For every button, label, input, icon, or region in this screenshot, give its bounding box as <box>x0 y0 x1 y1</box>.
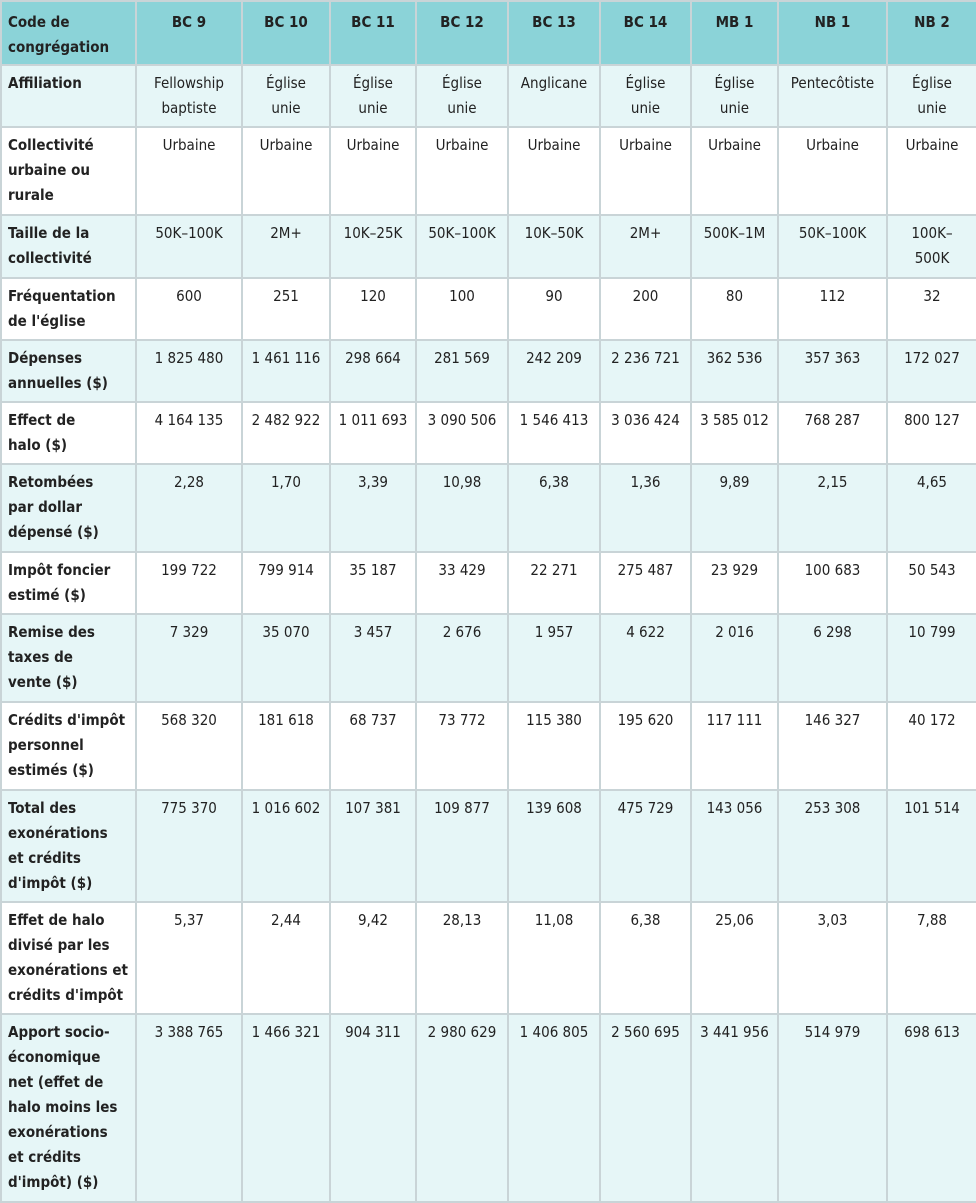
cell-value: 50K–100K <box>798 224 867 242</box>
table-cell <box>778 215 887 278</box>
table-cell <box>887 127 976 215</box>
table-row <box>1 215 976 278</box>
cell-value: 10 799 <box>908 623 956 641</box>
table-cell <box>508 902 600 1014</box>
cell-value: Église unie <box>714 74 755 117</box>
table-cell <box>330 702 416 790</box>
cell-value: 80 <box>725 287 744 305</box>
cell-value: 1 016 602 <box>251 799 321 817</box>
table-row <box>1 702 976 790</box>
table-cell <box>508 552 600 614</box>
cell-value: 298 664 <box>345 349 401 367</box>
table-cell <box>508 702 600 790</box>
cell-value: 2 236 721 <box>611 349 680 367</box>
cell-value: 22 271 <box>530 561 578 579</box>
row-label: Effect de halo ($) <box>8 411 76 454</box>
table-row <box>1 790 976 902</box>
cell-value: 139 608 <box>526 799 582 817</box>
table-cell <box>691 552 778 614</box>
table-cell <box>691 278 778 340</box>
cell-value: Urbaine <box>708 136 761 154</box>
cell-value: 1 461 116 <box>251 349 321 367</box>
cell-value: 514 979 <box>804 1023 861 1041</box>
table-cell <box>600 464 691 552</box>
row-label: Fréquentation de l'église <box>8 287 116 330</box>
cell-value: 3 388 765 <box>154 1023 224 1041</box>
table-cell <box>691 902 778 1014</box>
table-cell <box>242 702 330 790</box>
table-cell <box>887 215 976 278</box>
column-header: BC 12 <box>416 1 508 65</box>
table-cell <box>508 65 600 127</box>
table-cell <box>887 702 976 790</box>
table-cell <box>136 552 242 614</box>
cell-value: Église unie <box>912 74 952 117</box>
table-cell <box>778 340 887 402</box>
cell-value: 2 980 629 <box>427 1023 497 1041</box>
row-header <box>1 464 136 552</box>
table-body <box>1 65 976 1202</box>
cell-value: 2,44 <box>270 911 302 929</box>
table-cell <box>330 790 416 902</box>
table-cell <box>136 278 242 340</box>
cell-value: Urbaine <box>806 136 859 154</box>
row-label: Apport socio- économique net (effet de halo moins les exonérations et crédits d'impôt) ($) <box>8 1023 118 1191</box>
table-cell <box>242 614 330 702</box>
table-cell <box>600 127 691 215</box>
table-cell <box>416 790 508 902</box>
column-header: NB 1 <box>778 1 887 65</box>
table-cell <box>887 65 976 127</box>
table-cell <box>136 127 242 215</box>
table-cell <box>330 1014 416 1202</box>
table-cell <box>508 127 600 215</box>
cell-value: 117 111 <box>706 711 763 729</box>
cell-value: 90 <box>545 287 563 305</box>
cell-value: 107 381 <box>345 799 401 817</box>
table-cell <box>416 902 508 1014</box>
table-cell <box>330 278 416 340</box>
row-header <box>1 1014 136 1202</box>
cell-value: 50 543 <box>908 561 956 579</box>
cell-value: 73 772 <box>438 711 486 729</box>
table-row <box>1 902 976 1014</box>
table-cell <box>508 614 600 702</box>
row-header <box>1 65 136 127</box>
corner-label: Code de congrégation <box>8 13 110 56</box>
table-cell <box>416 127 508 215</box>
header-row <box>1 1 976 65</box>
table-cell <box>242 278 330 340</box>
table-cell <box>778 464 887 552</box>
table-cell <box>416 1014 508 1202</box>
row-label: Remise des taxes de vente ($) <box>8 623 95 691</box>
table-cell <box>691 65 778 127</box>
table-row <box>1 278 976 340</box>
cell-value: 3 036 424 <box>611 411 680 429</box>
table-cell <box>600 402 691 464</box>
row-header <box>1 215 136 278</box>
cell-value: 904 311 <box>345 1023 401 1041</box>
cell-value: Urbaine <box>619 136 672 154</box>
table-cell <box>508 340 600 402</box>
table-cell <box>416 552 508 614</box>
table-cell <box>136 614 242 702</box>
cell-value: Église unie <box>442 74 482 117</box>
column-header: BC 14 <box>600 1 691 65</box>
table-cell <box>136 902 242 1014</box>
table-cell <box>416 278 508 340</box>
cell-value: 195 620 <box>617 711 674 729</box>
table-cell <box>508 215 600 278</box>
table-cell <box>778 614 887 702</box>
cell-value: 2M+ <box>629 224 662 242</box>
table-cell <box>330 464 416 552</box>
table-cell <box>887 552 976 614</box>
cell-value: 23 929 <box>710 561 759 579</box>
table-cell <box>691 340 778 402</box>
cell-value: 28,13 <box>442 911 482 929</box>
cell-value: 3 441 956 <box>700 1023 769 1041</box>
table-row <box>1 464 976 552</box>
table-cell <box>136 790 242 902</box>
table-cell <box>242 790 330 902</box>
table-cell <box>887 790 976 902</box>
cell-value: 1 825 480 <box>154 349 224 367</box>
cell-value: 143 056 <box>706 799 763 817</box>
cell-value: Église unie <box>625 74 666 117</box>
table-cell <box>242 464 330 552</box>
cell-value: 253 308 <box>804 799 861 817</box>
table-cell <box>136 215 242 278</box>
table-cell <box>330 127 416 215</box>
column-header: BC 10 <box>242 1 330 65</box>
cell-value: 1 011 693 <box>338 411 408 429</box>
cell-value: 475 729 <box>617 799 674 817</box>
row-header <box>1 702 136 790</box>
table-cell <box>600 790 691 902</box>
cell-value: 32 <box>923 287 941 305</box>
cell-value: 362 536 <box>706 349 763 367</box>
cell-value: 146 327 <box>804 711 861 729</box>
table-cell <box>242 552 330 614</box>
cell-value: 25,06 <box>715 911 754 929</box>
cell-value: 6,38 <box>630 911 661 929</box>
cell-value: 1,70 <box>270 473 302 491</box>
table-cell <box>416 215 508 278</box>
table-cell <box>330 552 416 614</box>
table-row <box>1 552 976 614</box>
table-cell <box>330 65 416 127</box>
cell-value: 40 172 <box>908 711 956 729</box>
cell-value: 3 585 012 <box>700 411 769 429</box>
cell-value: 100 <box>449 287 475 305</box>
row-label: Effet de halo divisé par les exonérations et crédits d'impôt <box>8 911 128 1004</box>
cell-value: 200 <box>632 287 659 305</box>
table-cell <box>508 790 600 902</box>
cell-value: 775 370 <box>161 799 217 817</box>
cell-value: 10,98 <box>442 473 482 491</box>
cell-value: 5,37 <box>173 911 205 929</box>
table-cell <box>691 1014 778 1202</box>
cell-value: 2,28 <box>173 473 205 491</box>
cell-value: 35 070 <box>262 623 310 641</box>
table-cell <box>600 65 691 127</box>
column-header: NB 2 <box>887 1 976 65</box>
row-label: Affiliation <box>8 74 82 92</box>
row-label: Collectivité urbaine ou rurale <box>8 136 94 204</box>
table-cell <box>600 614 691 702</box>
cell-value: 115 380 <box>526 711 582 729</box>
table-cell <box>691 215 778 278</box>
cell-value: 799 914 <box>258 561 314 579</box>
table-cell <box>600 215 691 278</box>
cell-value: Pentecôtiste <box>790 74 875 92</box>
table-cell <box>778 402 887 464</box>
row-header <box>1 902 136 1014</box>
row-header <box>1 552 136 614</box>
table-cell <box>778 790 887 902</box>
table-cell <box>416 340 508 402</box>
table-cell <box>691 702 778 790</box>
table-cell <box>136 402 242 464</box>
table-cell <box>242 65 330 127</box>
table-cell <box>887 902 976 1014</box>
table-cell <box>887 464 976 552</box>
table-cell <box>508 1014 600 1202</box>
cell-value: 7 329 <box>169 623 209 641</box>
table-cell <box>778 902 887 1014</box>
cell-value: 100K– 500K <box>911 224 953 267</box>
table-cell <box>691 790 778 902</box>
cell-value: 6 298 <box>813 623 852 641</box>
table-cell <box>330 340 416 402</box>
cell-value: 172 027 <box>904 349 960 367</box>
cell-value: 9,42 <box>357 911 389 929</box>
cell-value: 242 209 <box>526 349 582 367</box>
row-header <box>1 278 136 340</box>
table-cell <box>508 402 600 464</box>
table-cell <box>778 127 887 215</box>
table-cell <box>416 464 508 552</box>
cell-value: 2 676 <box>442 623 482 641</box>
cell-value: 50K–100K <box>155 224 223 242</box>
cell-value: 1 406 805 <box>519 1023 589 1041</box>
row-label: Crédits d'impôt personnel estimés ($) <box>8 711 126 779</box>
row-header <box>1 614 136 702</box>
table-cell <box>330 215 416 278</box>
table-cell <box>242 402 330 464</box>
row-header <box>1 127 136 215</box>
table-cell <box>600 278 691 340</box>
cell-value: 11,08 <box>534 911 574 929</box>
cell-value: Urbaine <box>905 136 959 154</box>
cell-value: 2 560 695 <box>611 1023 680 1041</box>
cell-value: 112 <box>819 287 846 305</box>
cell-value: 3,39 <box>357 473 389 491</box>
cell-value: Urbaine <box>527 136 581 154</box>
cell-value: 4 622 <box>626 623 665 641</box>
cell-value: 120 <box>360 287 386 305</box>
table-cell <box>600 702 691 790</box>
cell-value: Anglicane <box>520 74 588 92</box>
cell-value: 1 546 413 <box>519 411 589 429</box>
cell-value: 698 613 <box>904 1023 960 1041</box>
table-row <box>1 340 976 402</box>
table-cell <box>778 552 887 614</box>
cell-value: 10K–25K <box>343 224 403 242</box>
cell-value: Fellowship baptiste <box>154 74 224 117</box>
table-cell <box>416 702 508 790</box>
table-cell <box>778 278 887 340</box>
column-header: BC 9 <box>136 1 242 65</box>
table-cell <box>136 702 242 790</box>
table-cell <box>136 1014 242 1202</box>
row-label: Taille de la collectivité <box>8 224 92 267</box>
table-cell <box>887 1014 976 1202</box>
cell-value: 2 482 922 <box>251 411 321 429</box>
table-cell <box>136 340 242 402</box>
cell-value: 357 363 <box>804 349 861 367</box>
row-label: Retombées par dollar dépensé ($) <box>8 473 99 541</box>
table-cell <box>600 340 691 402</box>
cell-value: 6,38 <box>538 473 570 491</box>
table-cell <box>691 402 778 464</box>
table-cell <box>887 340 976 402</box>
cell-value: 600 <box>176 287 202 305</box>
cell-value: 568 320 <box>161 711 217 729</box>
table-cell <box>691 464 778 552</box>
cell-value: Urbaine <box>259 136 313 154</box>
table-cell <box>691 127 778 215</box>
cell-value: 3,03 <box>817 911 848 929</box>
table-cell <box>416 65 508 127</box>
table-cell <box>330 902 416 1014</box>
table-cell <box>136 464 242 552</box>
row-header <box>1 790 136 902</box>
table-cell <box>887 278 976 340</box>
cell-value: 33 429 <box>438 561 486 579</box>
cell-value: 199 722 <box>161 561 217 579</box>
cell-value: 1,36 <box>630 473 661 491</box>
cell-value: 500K–1M <box>703 224 766 242</box>
header-corner <box>1 1 136 65</box>
table-cell <box>136 65 242 127</box>
cell-value: Urbaine <box>346 136 400 154</box>
table-cell <box>242 215 330 278</box>
cell-value: 35 187 <box>349 561 397 579</box>
table-cell <box>330 402 416 464</box>
table-row <box>1 65 976 127</box>
cell-value: Église unie <box>266 74 306 117</box>
column-header: BC 11 <box>330 1 416 65</box>
cell-value: 1 466 321 <box>251 1023 321 1041</box>
cell-value: 68 737 <box>349 711 397 729</box>
table-cell <box>691 614 778 702</box>
table-cell <box>778 1014 887 1202</box>
column-header: MB 1 <box>691 1 778 65</box>
cell-value: 7,88 <box>916 911 948 929</box>
table-cell <box>600 1014 691 1202</box>
cell-value: 2,15 <box>817 473 848 491</box>
table-cell <box>508 278 600 340</box>
row-label: Dépenses annuelles ($) <box>8 349 108 392</box>
table-row <box>1 1014 976 1202</box>
cell-value: 10K–50K <box>524 224 584 242</box>
table-row <box>1 402 976 464</box>
cell-value: 4,65 <box>916 473 948 491</box>
cell-value: Église unie <box>353 74 393 117</box>
table-cell <box>887 402 976 464</box>
cell-value: 109 877 <box>434 799 490 817</box>
column-header: BC 13 <box>508 1 600 65</box>
cell-value: 9,89 <box>719 473 750 491</box>
row-header <box>1 402 136 464</box>
table-cell <box>508 464 600 552</box>
cell-value: 251 <box>273 287 299 305</box>
cell-value: 181 618 <box>258 711 314 729</box>
table-row <box>1 614 976 702</box>
table-cell <box>778 702 887 790</box>
table-cell <box>242 340 330 402</box>
cell-value: 101 514 <box>904 799 960 817</box>
table-cell <box>242 1014 330 1202</box>
table-row <box>1 127 976 215</box>
table-cell <box>242 127 330 215</box>
row-label: Total des exonérations et crédits d'impôt ($) <box>8 799 108 892</box>
cell-value: 281 569 <box>434 349 490 367</box>
table-cell <box>887 614 976 702</box>
cell-value: 768 287 <box>804 411 861 429</box>
cell-value: 50K–100K <box>428 224 496 242</box>
table-cell <box>242 902 330 1014</box>
table-cell <box>416 402 508 464</box>
table-cell <box>416 614 508 702</box>
cell-value: 3 090 506 <box>427 411 497 429</box>
cell-value: 2 016 <box>715 623 754 641</box>
cell-value: 800 127 <box>904 411 960 429</box>
cell-value: 100 683 <box>804 561 861 579</box>
table-cell <box>778 65 887 127</box>
cell-value: 275 487 <box>617 561 674 579</box>
cell-value: 2M+ <box>270 224 302 242</box>
table-cell <box>330 614 416 702</box>
row-label: Impôt foncier estimé ($) <box>8 561 111 604</box>
table-cell <box>600 552 691 614</box>
cell-value: Urbaine <box>162 136 216 154</box>
row-header <box>1 340 136 402</box>
cell-value: Urbaine <box>435 136 489 154</box>
cell-value: 4 164 135 <box>154 411 224 429</box>
cell-value: 1 957 <box>534 623 574 641</box>
table-cell <box>600 902 691 1014</box>
cell-value: 3 457 <box>353 623 393 641</box>
